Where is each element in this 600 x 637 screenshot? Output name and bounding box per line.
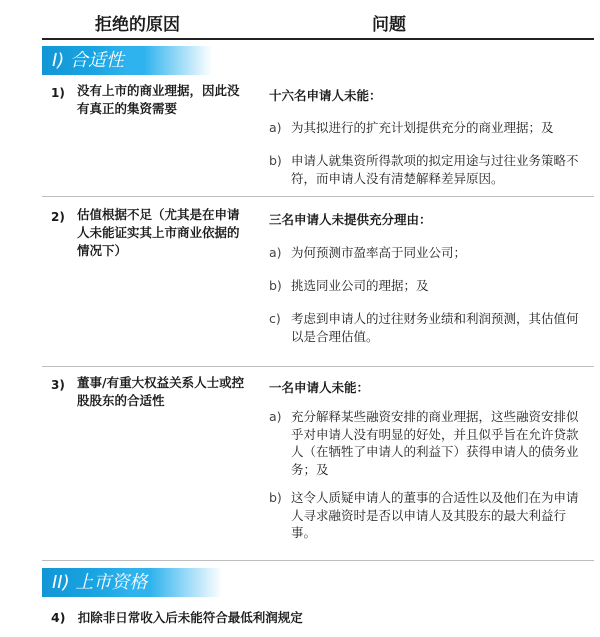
item-text: 申请人就集资所得款项的拟定用途与过往业务策略不符，而申请人没有清楚解释差异原因。 xyxy=(291,153,579,186)
item-label: b) xyxy=(269,278,282,293)
header-divider xyxy=(42,38,594,40)
table-header xyxy=(0,0,600,44)
row-reason: 扣除非日常收入后未能符合最低利润规定 xyxy=(77,610,303,625)
row-reason: 董事/有重大权益关系人士或控股股东的合适性 xyxy=(77,375,245,408)
item-label: a) xyxy=(269,120,282,135)
item-text: 这令人质疑申请人的董事的合适性以及他们在为申请人寻求融资时是否以申请人及其股东的最大利益行事。 xyxy=(291,490,579,540)
item-label: c) xyxy=(269,311,281,326)
row-number: 4) xyxy=(51,610,66,625)
item-label: b) xyxy=(269,490,282,505)
item-label: b) xyxy=(269,153,282,168)
item-text: 充分解释某些融资安排的商业理据，这些融资安排似乎对申请人没有明显的好处，并且似乎旨在允许贷款人（在牺牲了申请人的利益下）获得申请人的债务业务；及 xyxy=(291,409,579,477)
row-lead: 三名申请人未提供充分理由： xyxy=(269,212,432,227)
row-lead: 十六名申请人未能： xyxy=(269,88,382,103)
header-reason: 拒绝的原因 xyxy=(95,15,180,35)
row-number: 3) xyxy=(51,378,65,392)
item-text: 为何预测市盈率高于同业公司； xyxy=(291,245,467,260)
row-number: 2) xyxy=(51,210,65,224)
row-divider xyxy=(42,560,594,561)
item-label: a) xyxy=(269,245,282,260)
item-text: 考虑到申请人的过往财务业绩和利润预测，其估值何以是合理估值。 xyxy=(291,311,579,344)
row-number: 1) xyxy=(51,86,65,100)
item-label: a) xyxy=(269,409,282,424)
section-listing-eligibility-band: II) 上市资格 xyxy=(42,568,222,597)
section-suitability-band: I) 合适性 xyxy=(42,46,212,75)
row-lead: 一名申请人未能： xyxy=(269,380,370,395)
header-issue: 问题 xyxy=(372,15,406,35)
row-divider xyxy=(42,366,594,367)
item-text: 为其拟进行的扩充计划提供充分的商业理据；及 xyxy=(291,120,554,135)
table-row-4 xyxy=(51,608,303,626)
item-text: 挑选同业公司的理据；及 xyxy=(291,278,429,293)
row-reason: 没有上市的商业理据，因此没有真正的集资需要 xyxy=(77,83,240,116)
row-divider xyxy=(42,196,594,197)
row-reason: 估值根据不足（尤其是在申请人未能证实其上市商业依据的情况下） xyxy=(77,207,240,258)
